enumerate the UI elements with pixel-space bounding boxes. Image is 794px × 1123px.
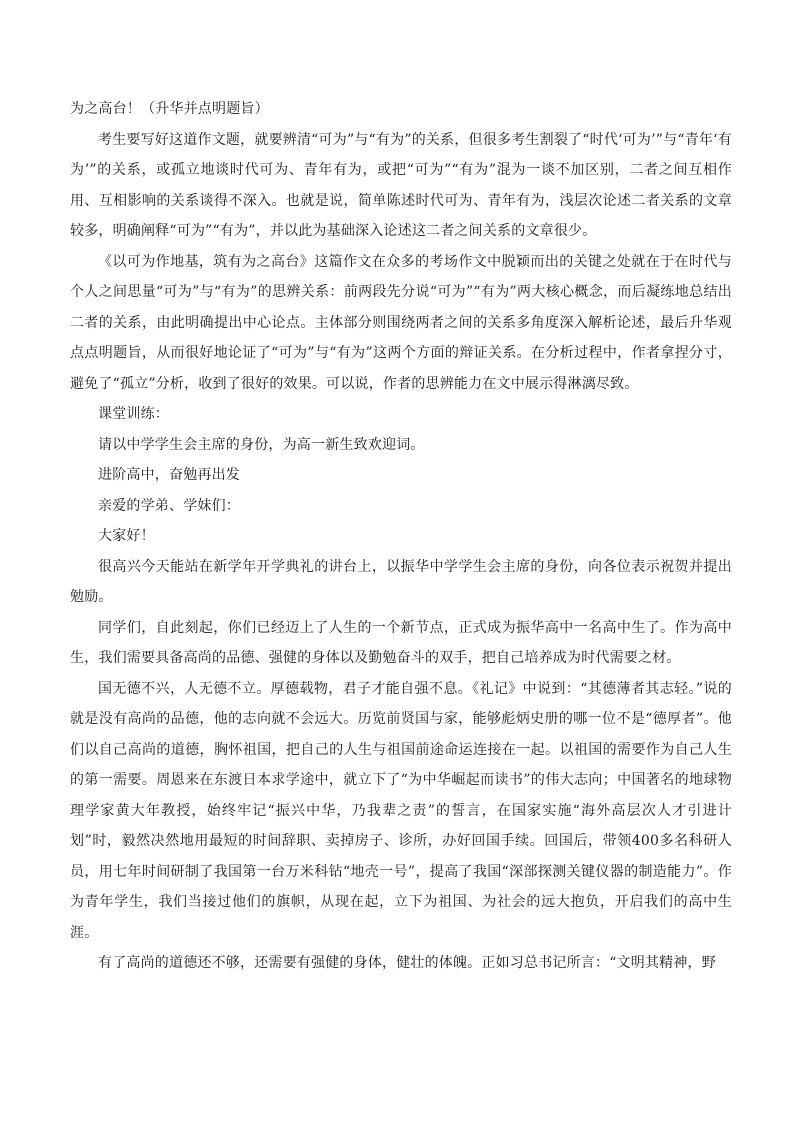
document-body <box>70 94 732 979</box>
paragraph-3: 《以可为作地基，筑有为之高台》这篇作文在众多的考场作文中脱颖而出的关键之处就在于在时代与个人之间思量“可为”与“有为”的思辨关系：前两段先分说“可为”“有为”两大核心概念，而后凝练地总结出二者的关系，由此明确提出中心论点。主体部分则围绕两者之间的关系多角度深入解析论述，最后升华观点点明题旨，从而很好地论证了“可为”与“有为”这两个方面的辩证关系。在分析过程中，作者拿捏分寸，避免了“孤立”分析，收到了很好的效果。可以说，作者的思辨能力在文中展示得淋漓尽致。 <box>70 253 732 392</box>
paragraph-1: 为之高台！（升华并点明题旨） <box>70 101 269 117</box>
paragraph-11: 国无德不兴，人无德不立。厚德载物，君子才能自强不息。《礼记》中说到：“其德薄者其志轻。”说的就是没有高尚的品德，他的志向就不会远大。历览前贤国与家，能够彪炳史册的哪一位不是“德厚者”。他们以自己高尚的道德，胸怀祖国，把自己的人生与祖国前途命运连接在一起。以祖国的需要作为自己人生的第一需要。周恩来在东渡日本求学途中，就立下了“为中华崛起而读书”的伟大志向；中国著名的地球物理学家黄大年教授，始终牢记“振兴中华，乃我辈之责”的誓言，在国家实施“海外高层次人才引进计划”时，毅然决然地用最短的时间辞职、卖掉房子、诊所，办好回国手续。回国后，带领400多名科研人员，用七年时间研制了我国第一台万米科钻“地壳一号”，提高了我国“深部探测关键仪器的制造能力”。作为青年学生，我们当接过他们的旗帜，从现在起，立下为祖国、为社会的远大抱负，开启我们的高中生涯。 <box>70 680 732 941</box>
paragraph-4: 课堂训练： <box>98 406 169 422</box>
greeting: 大家好！ <box>98 528 155 544</box>
paragraph-5: 请以中学学生会主席的身份，为高一新生致欢迎词。 <box>98 436 425 453</box>
paragraph-9: 很高兴今天能站在新学年开学典礼的讲台上，以振华中学学生会主席的身份，向各位表示祝贺并提出勉励。 <box>70 558 732 605</box>
paragraph-10: 同学们，自此刻起，你们已经迈上了人生的一个新节点，正式成为振华高中一名高中生了。作为高中生，我们需要具备高尚的品德、强健的身体以及勤勉奋斗的双手，把自己培养成为时代需要之材。 <box>70 619 732 666</box>
salutation: 亲爱的学弟、学妹们： <box>98 497 240 514</box>
paragraph-2: 考生要写好这道作文题，就要辨清“可为”与“有为”的关系，但很多考生割裂了“时代‘可为’”与“青年‘有为’”的关系，或孤立地谈时代可为、青年有为，或把“可为”“有为”混为一谈不加区别，二者之间互相作用、互相影响的关系谈得不深入。也就是说，简单陈述时代可为、青年有为，浅层次论述二者关系的文章较多，明确阐释“可为”“有为”，并以此为基础深入论述这二者之间关系的文章很少。 <box>70 131 732 239</box>
speech-title: 进阶高中，奋勉再出发 <box>98 467 240 483</box>
paragraph-12: 有了高尚的道德还不够，还需要有强健的身体，健壮的体魄。正如习总书记所言：“文明其精神，野 <box>98 955 716 971</box>
